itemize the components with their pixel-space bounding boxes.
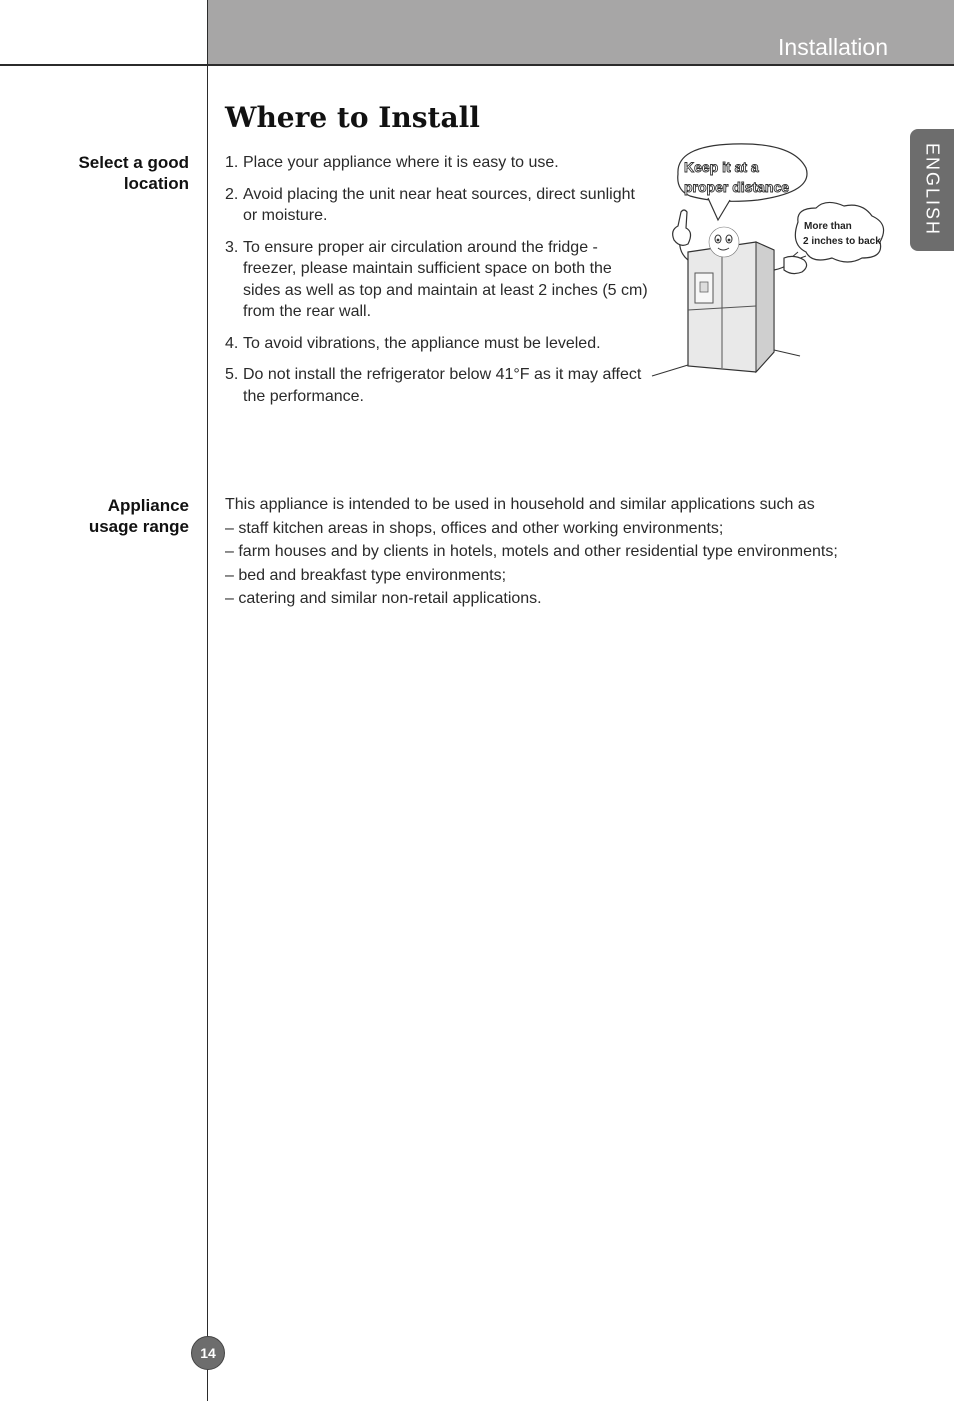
header-divider [0,64,954,66]
floor-line-icon [652,365,688,376]
step-text: Do not install the refrigerator below 41°F as it may affect the performance. [243,366,642,405]
step-text: Place your appliance where it is easy to use. [243,154,559,171]
usage-intro: This appliance is intended to be used in household and similar applications such as [225,496,815,513]
bubble-tail-icon [708,198,730,220]
open-hand-icon [784,256,807,273]
step-text: To avoid vibrations, the appliance must be leveled. [243,334,601,352]
usage-item: – farm houses and by clients in hotels, motels and other residential type environments; [225,543,838,560]
pointing-hand-icon [673,210,691,245]
select-location-label-line1: Select a good [78,153,189,172]
usage-range-label-line1: Appliance [107,496,189,515]
cloud-callout-icon [795,202,883,262]
usage-range-label-line2: usage range [88,517,189,536]
usage-item: – bed and breakfast type environments; [225,566,507,584]
step-number: 2. [225,185,239,203]
header-band [208,0,954,64]
usage-item: – catering and similar non-retail applications. [225,590,542,607]
install-step [225,237,650,323]
step-number: 4. [225,334,239,352]
step-number: 1. [225,154,239,171]
install-step [225,333,650,355]
usage-range-label [89,495,189,537]
install-step [225,152,650,174]
install-steps-list [225,152,650,417]
face-icon [709,227,739,257]
install-step [225,364,650,407]
bubble-text-line1: Keep it at a [684,159,759,175]
select-location-label-line2: location [123,174,189,193]
margin-divider [207,0,208,1401]
select-location-label [78,152,189,194]
page-title: Where to Install [225,101,480,134]
bubble-text-line2: proper distance [684,179,790,195]
install-step [225,184,650,227]
callout-text-line2: 2 inches to back [803,236,881,247]
step-number: 5. [225,366,239,383]
language-label: ENGLISH [922,143,943,237]
floor-line-icon [774,350,800,356]
step-text: Avoid placing the unit near heat sources, direct sunlight or moisture. [243,185,635,224]
step-number: 3. [225,238,239,256]
usage-range-text [225,493,905,611]
fridge-illustration [648,140,893,380]
page-number: 14 [191,1336,225,1370]
usage-item: – staff kitchen areas in shops, offices and other working environments; [225,519,724,537]
language-tab [910,129,954,251]
step-text: To ensure proper air circulation around the fridge -freezer, please maintain sufficient space on both the sides as well as top and maintain at least 2 inches (5 cm) from the rear wall. [243,238,648,320]
section-title: Installation [778,34,888,60]
callout-text-line1: More than [804,221,852,232]
